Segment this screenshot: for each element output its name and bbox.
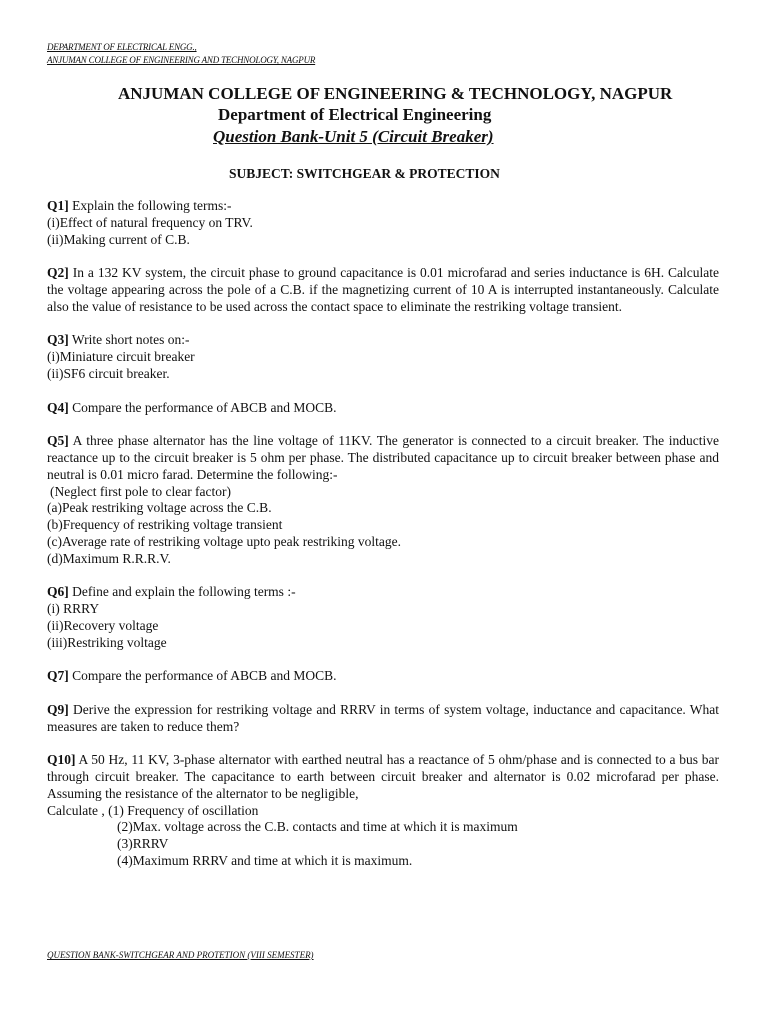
college-title: ANJUMAN COLLEGE OF ENGINEERING & TECHNOLOGY, NAGPUR [118, 84, 673, 103]
subject-heading: SUBJECT: SWITCHGEAR & PROTECTION [229, 166, 500, 181]
question-number: Q6] [47, 584, 69, 600]
question-list [47, 198, 719, 887]
question-bank-title: Question Bank-Unit 5 (Circuit Breaker) [213, 127, 494, 146]
question-item: (2)Max. voltage across the C.B. contacts and time at which it is maximum [117, 819, 518, 835]
question-text: Define and explain the following terms :- [72, 584, 296, 600]
question-text: Compare the performance of ABCB and MOCB. [72, 399, 337, 415]
question-item: (ii)SF6 circuit breaker. [47, 365, 170, 381]
question-item: (c)Average rate of restriking voltage upto peak restriking voltage. [47, 533, 401, 549]
question-text: In a 132 KV system, the circuit phase to ground capacitance is 0.01 microfarad and series inductance is 6H. Calculate the voltage appearing across the pole of a C.B. if the magnetizing current of 10 A is interrupted instantaneously. Calculate also the value of resistance to be used across the contact space to eliminate the restriking voltage transient. [47, 265, 720, 314]
question-number: Q5] [47, 433, 69, 449]
question-item: (ii)Recovery voltage [47, 617, 159, 633]
header-department: DEPARTMENT OF ELECTRICAL ENGG., [47, 42, 197, 52]
question-number: Q3] [47, 332, 69, 348]
question-10 [47, 752, 719, 870]
question-item: (iii)Restriking voltage [47, 634, 167, 650]
question-number: Q1] [47, 198, 69, 213]
question-text: Explain the following terms:- [72, 198, 232, 213]
question-number: Q4] [47, 399, 69, 415]
question-item: (b)Frequency of restriking voltage transient [47, 517, 283, 533]
question-text: A 50 Hz, 11 KV, 3-phase alternator with earthed neutral has a reactance of 5 ohm/phase and is connected to a bus bar through circuit breaker. The capacitance to earth between circuit breaker and alternator is 0.02 microfarad per phase. Assuming the resistance of the alternator to be negligible, [47, 752, 719, 801]
question-item: (i)Effect of natural frequency on TRV. [47, 214, 253, 230]
question-item: (3)RRRV [117, 836, 169, 852]
question-7 [47, 668, 719, 685]
question-9 [47, 702, 719, 736]
question-item: (d)Maximum R.R.R.V. [47, 550, 171, 566]
question-number: Q9] [47, 701, 69, 717]
question-note: (Neglect first pole to clear factor) [50, 483, 232, 499]
question-text: Compare the performance of ABCB and MOCB. [72, 668, 337, 684]
question-item: (i) RRRY [47, 601, 100, 617]
question-item: (4)Maximum RRRV and time at which it is maximum. [117, 853, 413, 869]
question-3 [47, 332, 719, 382]
question-text: Derive the expression for restriking voltage and RRRV in terms of system voltage, inductance and capacitance. What measures are taken to reduce them? [47, 701, 720, 734]
header-college: ANJUMAN COLLEGE OF ENGINEERING AND TECHNOLOGY, NAGPUR [47, 55, 316, 65]
footer: QUESTION BANK-SWITCHGEAR AND PROTETION (VIII SEMESTER) [47, 950, 314, 960]
question-4 [47, 400, 719, 417]
question-number: Q2] [47, 265, 69, 281]
question-item: (ii)Making current of C.B. [47, 231, 190, 247]
question-number: Q10] [47, 752, 76, 768]
question-item: (a)Peak restriking voltage across the C.B. [47, 500, 272, 516]
department-title: Department of Electrical Engineering [218, 105, 492, 124]
question-5 [47, 433, 719, 567]
question-1 [47, 198, 719, 248]
question-2 [47, 265, 719, 315]
question-text: A three phase alternator has the line voltage of 11KV. The generator is connected to a circuit breaker. The inductive reactance up to the circuit breaker is 5 ohm per phase. The distributed capacitance up to circuit breaker between phase and neutral is 0.01 micro farad. Determine the following:- [47, 433, 719, 482]
question-number: Q7] [47, 668, 69, 684]
question-6 [47, 584, 719, 651]
question-calc: Calculate , (1) Frequency of oscillation [47, 802, 259, 818]
question-item: (i)Miniature circuit breaker [47, 349, 195, 365]
question-text: Write short notes on:- [71, 332, 190, 348]
